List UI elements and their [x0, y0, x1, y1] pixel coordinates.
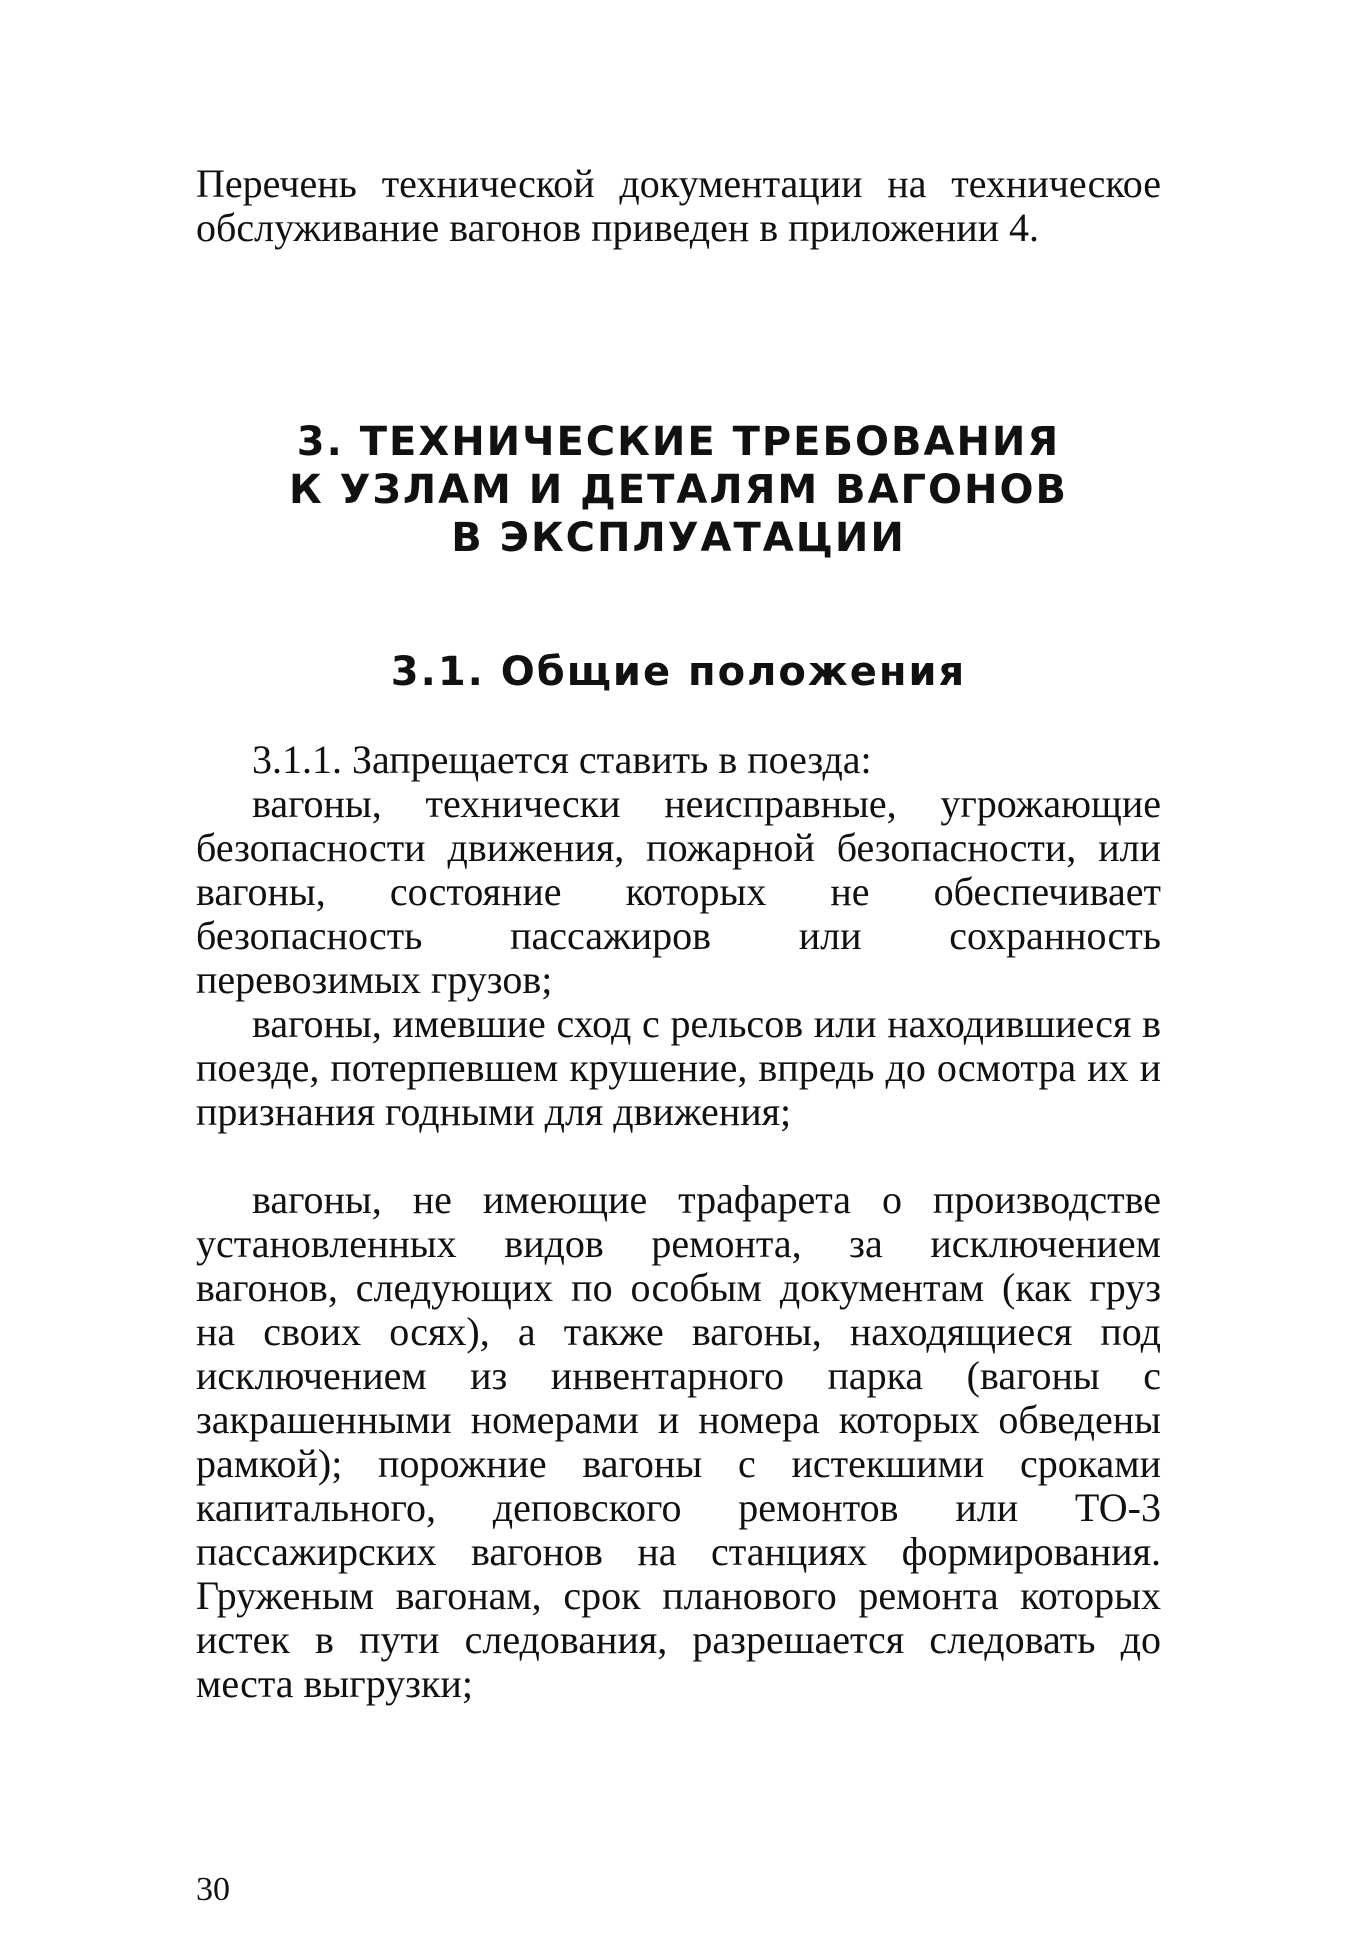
paragraph-derailed-wagons: вагоны, имевшие сход с рельсов или находившиеся в поезде, потерпевшем крушение, впредь до осмотра их и признания годными для движения; — [196, 1001, 1161, 1134]
section-title: 3. ТЕХНИЧЕСКИЕ ТРЕБОВАНИЯ К УЗЛАМ И ДЕТАЛЯМ ВАГОНОВ В ЭКСПЛУАТАЦИИ — [288, 419, 1069, 561]
paragraph-no-stencil-wagons: вагоны, не имеющие трафарета о производстве установленных видов ремонта, за исключением вагонов, следующих по особым документам (как груз на своих осях), а также вагоны, находящиеся под исключением из инвентарного парка (вагоны с закрашенными номерами и номера которых обведены рамкой); порожние вагоны с истекшими сроками капитального, деповского ремонтов или ТО-3 пассажирских вагонов на станциях формирования. Груженым вагонам, срок планового ремонта которых истек в пути следования, разрешается следовать до места выгрузки; — [196, 1177, 1161, 1706]
paragraph-3-1-1: 3.1.1. Запрещается ставить в поезда: — [252, 737, 872, 782]
subsection-title: 3.1. Общие положения — [390, 649, 967, 695]
intro-paragraph: Перечень технической документации на техническое обслуживание вагонов приведен в приложении 4. — [196, 161, 1161, 250]
paragraph-faulty-wagons: вагоны, технически неисправные, угрожающие безопасности движения, пожарной безопасности, или вагоны, состояние которых не обеспечивает безопасность пассажиров или сохранность перевозимых грузов; — [196, 781, 1161, 1002]
page-number: 30 — [196, 1871, 230, 1908]
